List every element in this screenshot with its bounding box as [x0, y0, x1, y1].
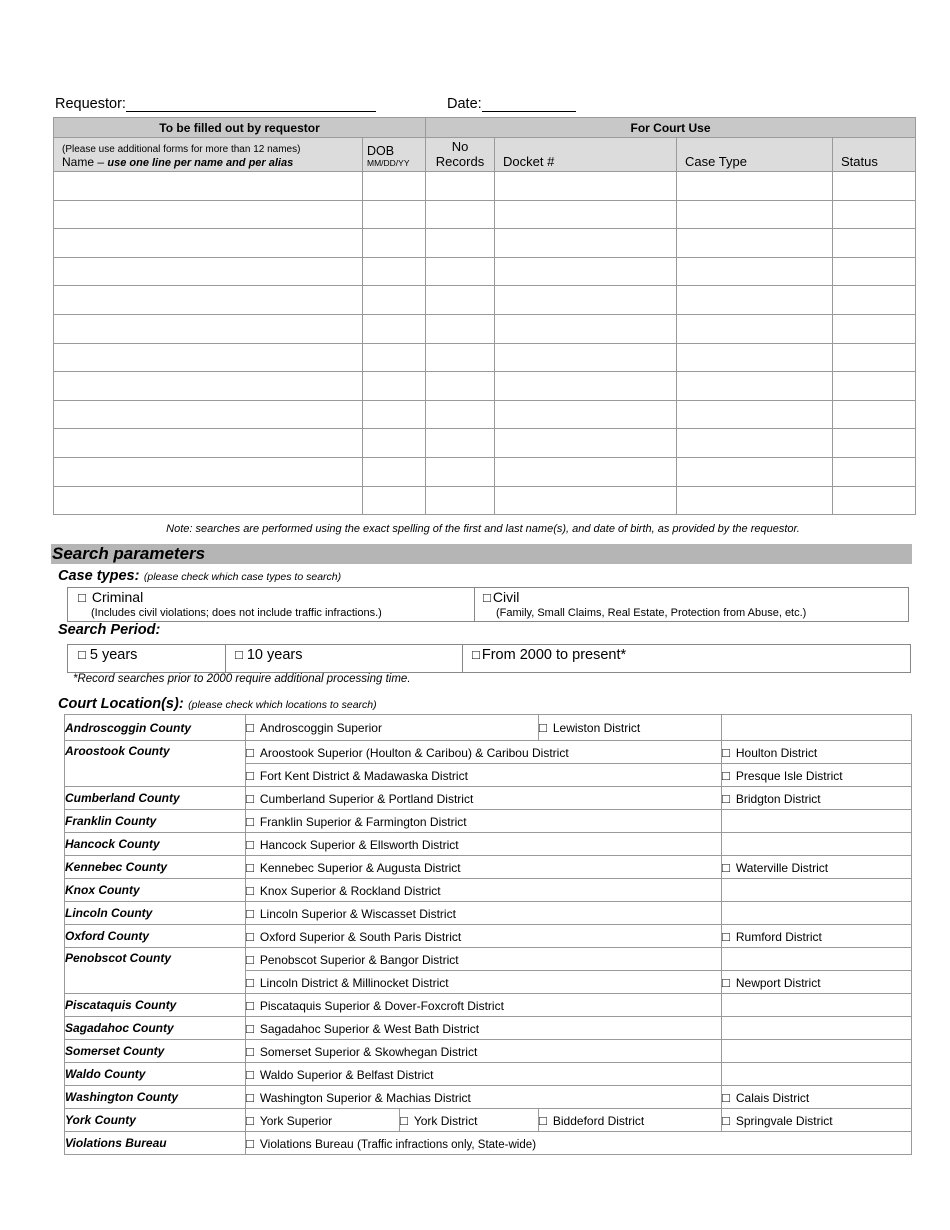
washington-superior-checkbox[interactable]: □ — [246, 1089, 254, 1105]
criminal-note: (Includes civil violations; does not include traffic infractions.) — [91, 607, 382, 619]
status-cell[interactable] — [833, 429, 916, 458]
county-sagadahoc: Sagadahoc County — [65, 1017, 246, 1040]
presque-isle-option[interactable]: □ Presque Isle District — [722, 764, 912, 787]
name-cell[interactable] — [54, 257, 363, 286]
county-waldo: Waldo County — [65, 1063, 246, 1086]
civil-label: Civil — [492, 589, 520, 605]
waterville-checkbox[interactable]: □ — [722, 859, 730, 875]
knox-superior-option[interactable]: □ Knox Superior & Rockland District — [246, 879, 722, 902]
case-type-cell[interactable] — [677, 486, 833, 515]
county-piscataquis: Piscataquis County — [65, 994, 246, 1017]
name-label: Name – — [62, 155, 105, 169]
county-york: York County — [65, 1109, 246, 1132]
status-header: Status — [833, 138, 916, 172]
county-somerset: Somerset County — [65, 1040, 246, 1063]
case-types-label: Case types: (please check which case types to search) — [58, 568, 342, 584]
no-records-cell[interactable] — [426, 429, 495, 458]
name-rows — [54, 172, 916, 515]
piscataquis-superior-checkbox[interactable]: □ — [246, 997, 254, 1013]
date-label: Date: — [447, 96, 482, 112]
springvale-option[interactable]: □ Springvale District — [722, 1109, 912, 1132]
status-cell[interactable] — [833, 257, 916, 286]
springvale-checkbox[interactable]: □ — [722, 1112, 730, 1128]
hancock-superior-checkbox[interactable]: □ — [246, 836, 254, 852]
knox-superior-checkbox[interactable]: □ — [246, 882, 254, 898]
dob-cell[interactable] — [363, 172, 426, 201]
waldo-superior-option[interactable]: □ Waldo Superior & Belfast District — [246, 1063, 722, 1086]
status-cell[interactable] — [833, 486, 916, 515]
dob-cell[interactable] — [363, 486, 426, 515]
name-instruction: use one line per name and per alias — [107, 157, 294, 169]
dob-cell[interactable] — [363, 372, 426, 401]
case-type-cell[interactable] — [677, 343, 833, 372]
county-washington: Washington County — [65, 1086, 246, 1109]
fort-kent-option[interactable]: □ Fort Kent District & Madawaska District — [246, 764, 722, 787]
no-records-cell[interactable] — [426, 314, 495, 343]
no-records-cell[interactable] — [426, 286, 495, 315]
dob-cell[interactable] — [363, 400, 426, 429]
name-cell[interactable] — [54, 457, 363, 486]
period-10-checkbox[interactable]: □ — [235, 647, 243, 662]
status-cell[interactable] — [833, 343, 916, 372]
hancock-superior-option[interactable]: □ Hancock Superior & Ellsworth District — [246, 833, 722, 856]
criminal-option[interactable] — [78, 589, 473, 619]
period-5-label: 5 years — [89, 647, 138, 663]
requestor-label: Requestor: — [55, 96, 126, 112]
no-records-cell[interactable] — [426, 486, 495, 515]
name-cell[interactable] — [54, 200, 363, 229]
lincoln-district-checkbox[interactable]: □ — [246, 974, 254, 990]
docket-cell[interactable] — [495, 372, 677, 401]
search-period-label: Search Period: — [58, 622, 161, 638]
calais-checkbox[interactable]: □ — [722, 1089, 730, 1105]
county-franklin: Franklin County — [65, 810, 246, 833]
name-cell[interactable] — [54, 314, 363, 343]
empty-cell — [722, 948, 912, 971]
lewiston-option[interactable]: □ Lewiston District — [539, 715, 722, 741]
status-cell[interactable] — [833, 172, 916, 201]
docket-cell[interactable] — [495, 486, 677, 515]
court-use-heading: For Court Use — [426, 118, 916, 138]
period-note: *Record searches prior to 2000 require additional processing time. — [73, 673, 411, 685]
docket-cell[interactable] — [495, 286, 677, 315]
docket-cell[interactable] — [495, 314, 677, 343]
county-aroostook: Aroostook County — [65, 741, 246, 787]
empty-cell — [722, 715, 912, 741]
no-records-cell[interactable] — [426, 372, 495, 401]
violations-bureau-option[interactable]: □ Violations Bureau (Traffic infractions only, State-wide) — [246, 1132, 912, 1155]
newport-checkbox[interactable]: □ — [722, 974, 730, 990]
name-row — [54, 314, 916, 343]
york-district-checkbox[interactable]: □ — [400, 1112, 408, 1128]
no-records-line1: No — [451, 139, 469, 154]
name-row — [54, 257, 916, 286]
androscoggin-superior-checkbox[interactable]: □ — [246, 720, 254, 735]
name-row — [54, 286, 916, 315]
name-row — [54, 229, 916, 258]
name-cell[interactable] — [54, 372, 363, 401]
dob-cell[interactable] — [363, 314, 426, 343]
dob-format: MM/DD/YY — [367, 158, 410, 168]
fort-kent-checkbox[interactable]: □ — [246, 767, 254, 783]
case-types-divider — [474, 588, 475, 621]
dob-cell[interactable] — [363, 429, 426, 458]
kennebec-superior-option[interactable]: □ Kennebec Superior & Augusta District — [246, 856, 722, 879]
name-row — [54, 457, 916, 486]
period-2000-label: From 2000 to present* — [481, 647, 627, 663]
franklin-superior-option[interactable]: □ Franklin Superior & Farmington District — [246, 810, 722, 833]
dob-cell[interactable] — [363, 343, 426, 372]
empty-cell — [722, 994, 912, 1017]
date-field — [447, 96, 576, 112]
period-10-label: 10 years — [246, 647, 303, 663]
york-district-option[interactable]: □ York District — [400, 1109, 539, 1132]
dob-cell[interactable] — [363, 257, 426, 286]
period-divider-2 — [462, 645, 463, 672]
civil-checkbox[interactable]: □ — [483, 590, 491, 605]
name-cell[interactable] — [54, 400, 363, 429]
kennebec-superior-checkbox[interactable]: □ — [246, 859, 254, 875]
no-records-cell[interactable] — [426, 343, 495, 372]
county-hancock: Hancock County — [65, 833, 246, 856]
somerset-superior-checkbox[interactable]: □ — [246, 1043, 254, 1059]
york-superior-checkbox[interactable]: □ — [246, 1112, 254, 1128]
name-cell[interactable] — [54, 229, 363, 258]
name-row — [54, 372, 916, 401]
requestor-field — [55, 96, 376, 112]
oxford-superior-option[interactable]: □ Oxford Superior & South Paris District — [246, 925, 722, 948]
empty-cell — [722, 1063, 912, 1086]
waldo-superior-checkbox[interactable]: □ — [246, 1066, 254, 1082]
penobscot-superior-checkbox[interactable]: □ — [246, 951, 254, 967]
houlton-option[interactable]: □ Houlton District — [722, 741, 912, 764]
docket-cell[interactable] — [495, 257, 677, 286]
androscoggin-superior-option[interactable]: □ Androscoggin Superior — [246, 715, 539, 741]
case-types-hint: (please check which case types to search) — [143, 571, 342, 583]
requestor-input[interactable] — [126, 97, 376, 112]
name-cell[interactable] — [54, 286, 363, 315]
lincoln-superior-option[interactable]: □ Lincoln Superior & Wiscasset District — [246, 902, 722, 925]
no-records-cell[interactable] — [426, 400, 495, 429]
case-type-cell[interactable] — [677, 200, 833, 229]
biddeford-checkbox[interactable]: □ — [539, 1112, 547, 1128]
civil-option[interactable] — [483, 589, 903, 619]
sagadahoc-superior-checkbox[interactable]: □ — [246, 1020, 254, 1036]
requestor-heading: To be filled out by requestor — [54, 118, 426, 138]
period-5-option[interactable] — [78, 647, 137, 663]
case-type-cell[interactable] — [677, 457, 833, 486]
empty-cell — [722, 902, 912, 925]
name-row — [54, 486, 916, 515]
case-type-cell[interactable] — [677, 286, 833, 315]
period-divider-1 — [225, 645, 226, 672]
docket-cell[interactable] — [495, 400, 677, 429]
civil-note: (Family, Small Claims, Real Estate, Protection from Abuse, etc.) — [496, 607, 807, 619]
case-type-cell[interactable] — [677, 229, 833, 258]
lincoln-district-option[interactable]: □ Lincoln District & Millinocket District — [246, 971, 722, 994]
rumford-checkbox[interactable]: □ — [722, 928, 730, 944]
name-row — [54, 429, 916, 458]
dob-cell[interactable] — [363, 200, 426, 229]
cumberland-superior-checkbox[interactable]: □ — [246, 790, 254, 806]
period-2000-checkbox[interactable]: □ — [472, 647, 480, 662]
piscataquis-superior-option[interactable]: □ Piscataquis Superior & Dover-Foxcroft District — [246, 994, 722, 1017]
criminal-checkbox[interactable]: □ — [78, 590, 86, 605]
lewiston-checkbox[interactable]: □ — [539, 720, 547, 735]
case-type-cell[interactable] — [677, 257, 833, 286]
bridgton-checkbox[interactable]: □ — [722, 790, 730, 806]
somerset-superior-option[interactable]: □ Somerset Superior & Skowhegan District — [246, 1040, 722, 1063]
name-cell[interactable] — [54, 429, 363, 458]
status-cell[interactable] — [833, 372, 916, 401]
period-2000-option[interactable] — [472, 647, 626, 663]
name-row — [54, 400, 916, 429]
houlton-checkbox[interactable]: □ — [722, 744, 730, 760]
case-type-cell[interactable] — [677, 314, 833, 343]
court-location-label: Court Location(s): (please check which locations to search) — [58, 696, 377, 712]
violations-bureau-checkbox[interactable]: □ — [246, 1135, 254, 1151]
no-records-cell[interactable] — [426, 257, 495, 286]
status-cell[interactable] — [833, 400, 916, 429]
search-period-box — [67, 644, 911, 673]
name-header — [54, 138, 363, 172]
period-5-checkbox[interactable]: □ — [78, 647, 86, 662]
docket-cell[interactable] — [495, 229, 677, 258]
exact-spelling-note: Note: searches are performed using the exact spelling of the first and last name(s), and date of birth, as provided by the requestor. — [166, 523, 800, 535]
case-type-cell[interactable] — [677, 372, 833, 401]
bridgton-option[interactable]: □ Bridgton District — [722, 787, 912, 810]
york-superior-option[interactable]: □ York Superior — [246, 1109, 400, 1132]
status-cell[interactable] — [833, 314, 916, 343]
newport-option[interactable]: □ Newport District — [722, 971, 912, 994]
penobscot-superior-option[interactable]: □ Penobscot Superior & Bangor District — [246, 948, 722, 971]
calais-option[interactable]: □ Calais District — [722, 1086, 912, 1109]
name-note: (Please use additional forms for more than 12 names) — [62, 144, 301, 155]
no-records-line2: Records — [435, 154, 485, 169]
presque-isle-checkbox[interactable]: □ — [722, 767, 730, 783]
status-cell[interactable] — [833, 229, 916, 258]
docket-cell[interactable] — [495, 457, 677, 486]
no-records-header — [426, 138, 495, 172]
case-type-cell[interactable] — [677, 172, 833, 201]
county-lincoln: Lincoln County — [65, 902, 246, 925]
case-type-header: Case Type — [677, 138, 833, 172]
washington-superior-option[interactable]: □ Washington Superior & Machias District — [246, 1086, 722, 1109]
county-androscoggin: Androscoggin County — [65, 715, 246, 741]
court-location-hint: (please check which locations to search) — [188, 699, 377, 711]
date-input[interactable] — [482, 97, 576, 112]
period-10-option[interactable] — [235, 647, 302, 663]
oxford-superior-checkbox[interactable]: □ — [246, 928, 254, 944]
name-row — [54, 343, 916, 372]
name-row — [54, 200, 916, 229]
empty-cell — [722, 1017, 912, 1040]
case-types-box — [67, 587, 909, 622]
biddeford-option[interactable]: □ Biddeford District — [539, 1109, 722, 1132]
docket-cell[interactable] — [495, 429, 677, 458]
case-type-cell[interactable] — [677, 429, 833, 458]
lincoln-superior-checkbox[interactable]: □ — [246, 905, 254, 921]
docket-cell[interactable] — [495, 172, 677, 201]
county-penobscot: Penobscot County — [65, 948, 246, 994]
docket-cell[interactable] — [495, 343, 677, 372]
criminal-label: Criminal — [91, 589, 144, 605]
dob-label: DOB — [367, 144, 395, 158]
search-parameters-heading: Search parameters — [51, 544, 912, 564]
dob-cell[interactable] — [363, 457, 426, 486]
empty-cell — [722, 833, 912, 856]
no-records-cell[interactable] — [426, 457, 495, 486]
no-records-cell[interactable] — [426, 200, 495, 229]
sagadahoc-superior-option[interactable]: □ Sagadahoc Superior & West Bath District — [246, 1017, 722, 1040]
empty-cell — [722, 1040, 912, 1063]
case-type-cell[interactable] — [677, 400, 833, 429]
dob-cell[interactable] — [363, 286, 426, 315]
docket-cell[interactable] — [495, 200, 677, 229]
no-records-cell[interactable] — [426, 229, 495, 258]
franklin-superior-checkbox[interactable]: □ — [246, 813, 254, 829]
aroostook-superior-option[interactable]: □ Aroostook Superior (Houlton & Caribou) & Caribou District — [246, 741, 722, 764]
name-cell[interactable] — [54, 486, 363, 515]
county-knox: Knox County — [65, 879, 246, 902]
aroostook-superior-checkbox[interactable]: □ — [246, 744, 254, 760]
name-cell[interactable] — [54, 343, 363, 372]
dob-cell[interactable] — [363, 229, 426, 258]
cumberland-superior-option[interactable]: □ Cumberland Superior & Portland District — [246, 787, 722, 810]
names-table — [53, 117, 916, 515]
status-cell[interactable] — [833, 286, 916, 315]
county-cumberland: Cumberland County — [65, 787, 246, 810]
violations-note: Traffic infractions only, State-wide — [361, 1138, 533, 1151]
county-oxford: Oxford County — [65, 925, 246, 948]
waterville-option[interactable]: □ Waterville District — [722, 856, 912, 879]
empty-cell — [722, 810, 912, 833]
status-cell[interactable] — [833, 200, 916, 229]
rumford-option[interactable]: □ Rumford District — [722, 925, 912, 948]
name-cell[interactable] — [54, 172, 363, 201]
court-locations-table — [64, 714, 912, 1155]
county-violations-bureau: Violations Bureau — [65, 1132, 246, 1155]
county-kennebec: Kennebec County — [65, 856, 246, 879]
empty-cell — [722, 879, 912, 902]
name-row — [54, 172, 916, 201]
no-records-cell[interactable] — [426, 172, 495, 201]
docket-header: Docket # — [495, 138, 677, 172]
dob-header — [363, 138, 426, 172]
status-cell[interactable] — [833, 457, 916, 486]
